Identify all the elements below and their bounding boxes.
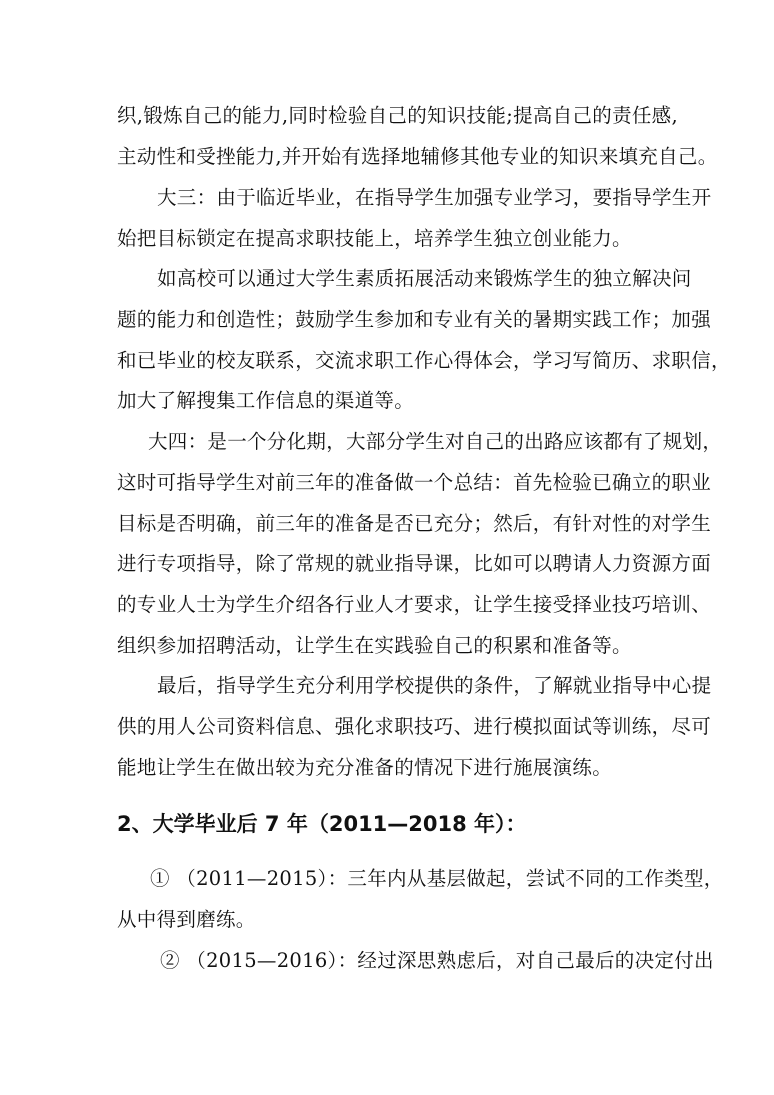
paragraph-line: 大三：由于临近毕业，在指导学生加强专业学习，要指导学生开 — [157, 186, 712, 209]
paragraph-line: 目标是否明确，前三年的准备是否已充分；然后，有针对性的对学生 — [117, 512, 712, 535]
paragraph-line: 的专业人士为学生介绍各行业人才要求，让学生接受择业技巧培训、 — [117, 593, 712, 616]
list-item-line: ① （2011—2015）：三年内从基层做起，尝试不同的工作类型， — [150, 867, 724, 890]
paragraph-line: 大四：是一个分化期，大部分学生对自己的出路应该都有了规划， — [148, 430, 723, 453]
paragraph-line: 最后，指导学生充分利用学校提供的条件，了解就业指导中心提 — [157, 674, 712, 697]
paragraph-line: 如高校可以通过大学生素质拓展活动来锻炼学生的独立解决问 — [157, 267, 692, 290]
paragraph-line: 织,锻炼自己的能力,同时检验自己的知识技能;提高自己的责任感, — [117, 104, 678, 127]
paragraph-line: 题的能力和创造性；鼓励学生参加和专业有关的暑期实践工作；加强 — [117, 308, 712, 331]
paragraph-line: 始把目标锁定在提高求职技能上，培养学生独立创业能力。 — [117, 227, 632, 250]
list-item-line: ② （2015—2016）：经过深思熟虑后，对自己最后的决定付出 — [160, 949, 714, 972]
paragraph-line: 组织参加招聘活动，让学生在实践验自己的积累和准备等。 — [117, 634, 632, 657]
paragraph-line: 这时可指导学生对前三年的准备做一个总结：首先检验已确立的职业 — [117, 471, 712, 494]
section-heading: 2、大学毕业后 7 年（2011—2018 年）： — [117, 812, 527, 836]
paragraph-line: 加大了解搜集工作信息的渠道等。 — [117, 389, 415, 412]
paragraph-line: 主动性和受挫能力,并开始有选择地辅修其他专业的知识来填充自己。 — [117, 145, 718, 168]
paragraph-line: 能地让学生在做出较为充分准备的情况下进行施展演练。 — [117, 756, 613, 779]
paragraph-line: 供的用人公司资料信息、强化求职技巧、进行模拟面试等训练，尽可 — [117, 715, 712, 738]
paragraph-line: 进行专项指导，除了常规的就业指导课，比如可以聘请人力资源方面 — [117, 552, 712, 575]
paragraph-line: 和已毕业的校友联系，交流求职工作心得体会，学习写简历、求职信， — [117, 349, 731, 372]
list-item-line: 从中得到磨练。 — [117, 908, 256, 931]
